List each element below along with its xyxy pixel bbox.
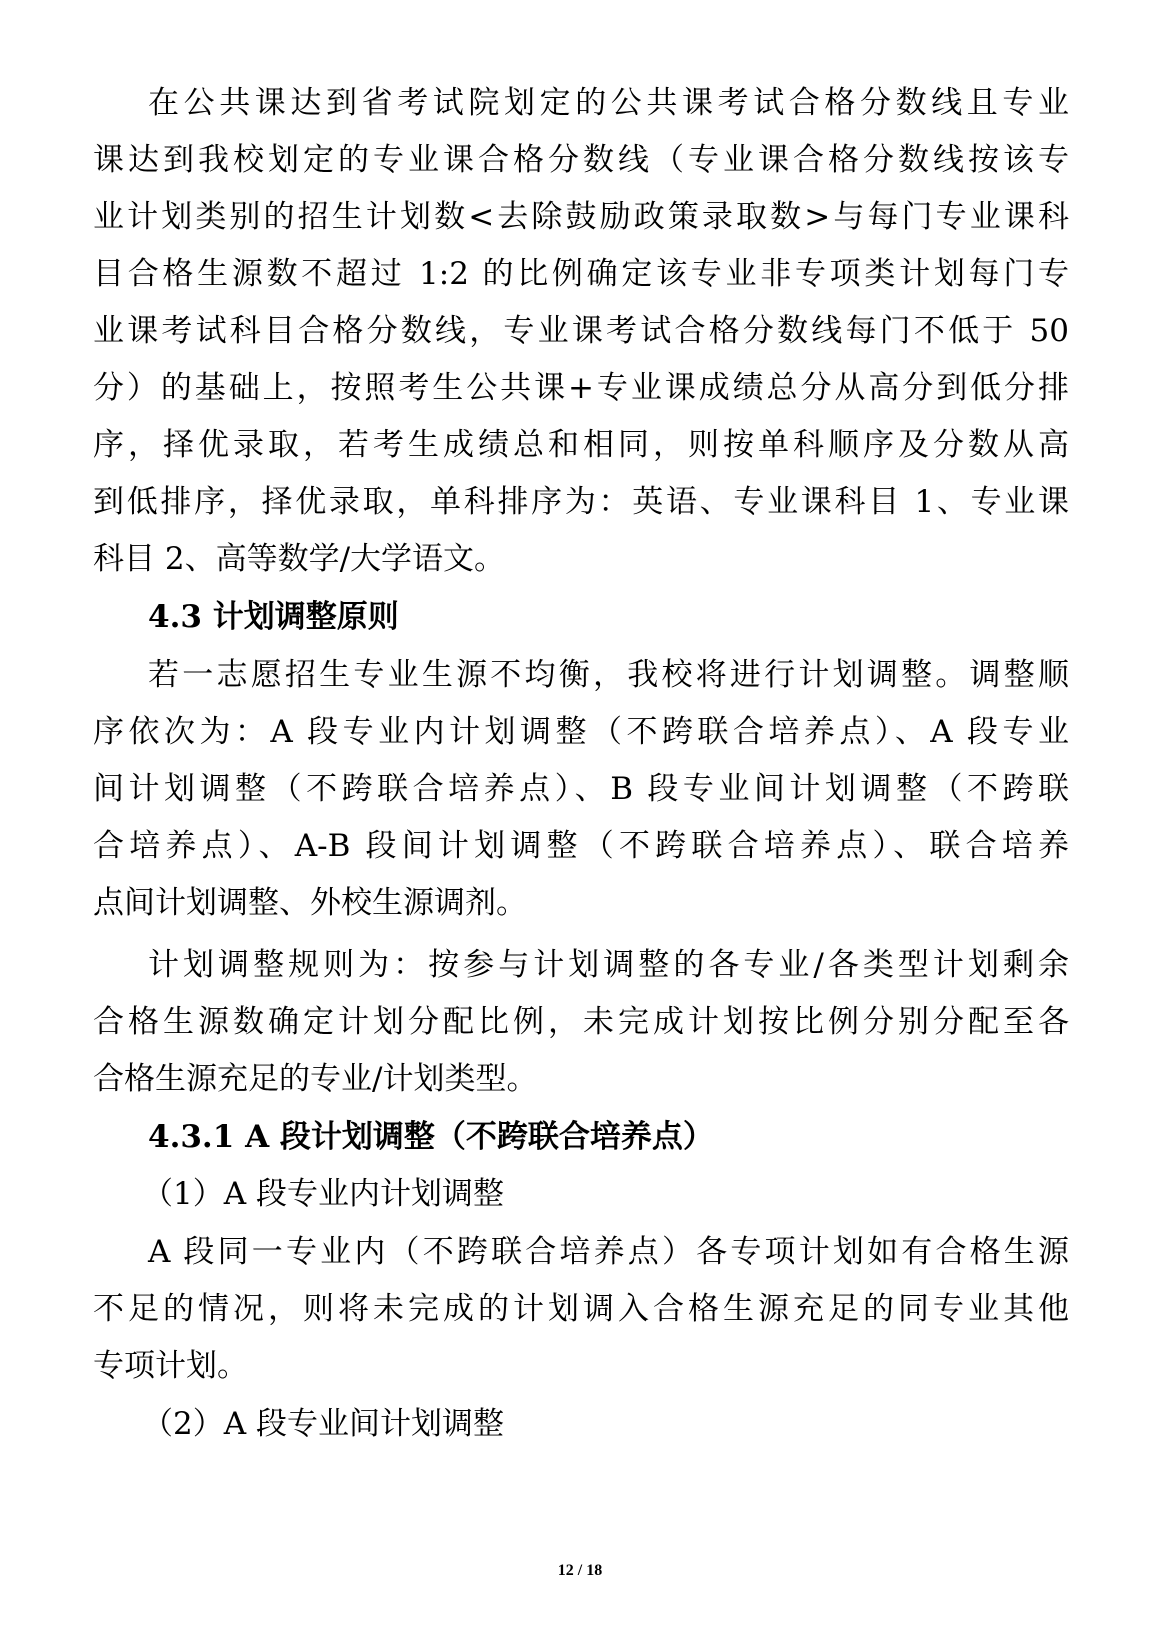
text-line: 课达到我校划定的专业课合格分数线（专业课合格分数线按该专: [93, 142, 1069, 178]
text-line: 间计划调整（不跨联合培养点）、B 段专业间计划调整（不跨联: [93, 771, 1069, 807]
text-line: 目合格生源数不超过 1:2 的比例确定该专业非专项类计划每门专: [93, 256, 1069, 292]
text-line: 在公共课达到省考试院划定的公共课考试合格分数线且专业: [148, 85, 1069, 121]
text-line: 科目 2、高等数学/大学语文。: [93, 541, 506, 577]
text-line: 分）的基础上，按照考生公共课+专业课成绩总分从高分到低分排: [93, 370, 1069, 406]
text-line: 不足的情况，则将未完成的计划调入合格生源充足的同专业其他: [93, 1291, 1069, 1327]
text-line: 计划调整规则为：按参与计划调整的各专业/各类型计划剩余: [148, 947, 1069, 983]
text-line: 点间计划调整、外校生源调剂。: [93, 885, 527, 921]
text-line: A 段同一专业内（不跨联合培养点）各专项计划如有合格生源: [148, 1234, 1069, 1270]
item-title: （2）A 段专业间计划调整: [142, 1406, 504, 1442]
item-title: （1）A 段专业内计划调整: [142, 1176, 504, 1212]
text-line: 业计划类别的招生计划数<去除鼓励政策录取数>与每门专业课科: [93, 199, 1069, 235]
text-line: 合格生源充足的专业/计划类型。: [93, 1061, 538, 1097]
section-heading: 4.3 计划调整原则: [148, 599, 399, 635]
text-line: 序，择优录取，若考生成绩总和相同，则按单科顺序及分数从高: [93, 427, 1069, 463]
page-number: 12 / 18: [557, 1562, 603, 1579]
subsection-heading: 4.3.1 A 段计划调整（不跨联合培养点）: [148, 1119, 714, 1155]
text-line: 合培养点）、A-B 段间计划调整（不跨联合培养点）、联合培养: [93, 828, 1069, 864]
text-line: 业课考试科目合格分数线，专业课考试合格分数线每门不低于 50: [93, 313, 1069, 349]
text-line: 专项计划。: [93, 1348, 248, 1384]
text-line: 到低排序，择优录取，单科排序为：英语、专业课科目 1、专业课: [93, 484, 1069, 520]
text-line: 若一志愿招生专业生源不均衡，我校将进行计划调整。调整顺: [148, 657, 1069, 693]
text-line: 序依次为：A 段专业内计划调整（不跨联合培养点）、A 段专业: [93, 714, 1069, 750]
text-line: 合格生源数确定计划分配比例，未完成计划按比例分别分配至各: [93, 1004, 1069, 1040]
